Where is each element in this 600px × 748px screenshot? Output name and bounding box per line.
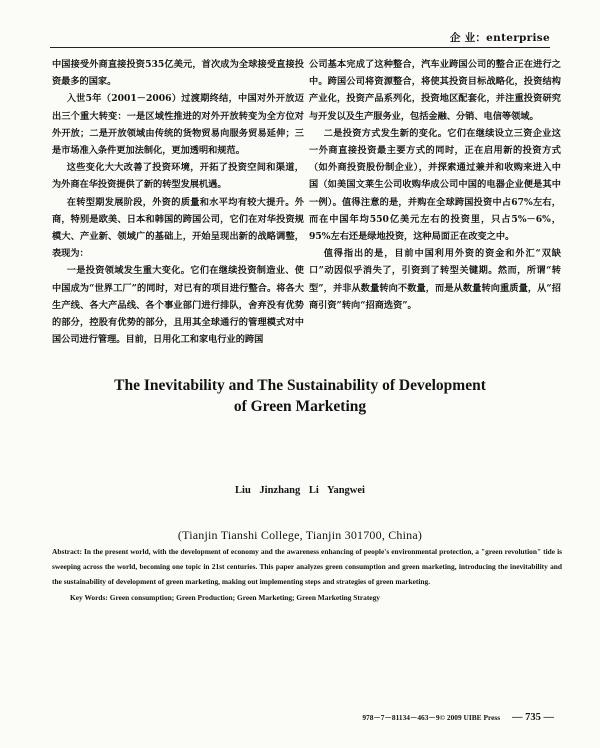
isbn-line: 978－7－81134－463－9© 2009 UIBE Press (362, 713, 501, 722)
title-line-1: The Inevitability and The Sustainability of Development (114, 377, 486, 394)
right-column (309, 56, 561, 314)
paragraph: 入世5年（2001－2006）过渡期终结，中国对外开放迈出三个重大转变：一是区域性推进的对外开放转变为全方位对外开放；二是开放领域由传统的货物贸易向服务贸易延伸；三是市场准入条件更加法制化，更加透明和规范。 (52, 93, 304, 157)
abstract-block (52, 544, 562, 605)
running-header (50, 30, 550, 48)
header-section-label: 企 业：enterprise (449, 32, 550, 44)
paragraph: 在转型期发展阶段，外资的质量和水平均有较大提升。外商，特别是欧美、日本和韩国的跨国公司，它们在对华投资规模大、产业新、领域广的基础上，开始呈现出新的战略调整，表现为： (52, 196, 304, 260)
left-column (52, 56, 304, 348)
affiliation: (Tianjin Tianshi College, Tianjin 301700, China) (177, 528, 423, 542)
authors: Liu Jinzhang Li Yangwei (235, 485, 365, 496)
paragraph: 值得指出的是，目前中国利用外资的资金和外汇“双缺口”动因似乎消失了，引资到了转型关键期。然而，所谓“转型”，并非从数量转向不数量，而是从数量转向重质量，从“招商引资”转向“招商选资”。 (309, 248, 561, 311)
paragraph: 公司基本完成了这种整合，汽车业跨国公司的整合正在进行之中。跨国公司将资源整合，将使其投资目标战略化，投资结构产业化，投资产品系列化，投资地区配套化，并注重投资研究与开发以及生产服务业，包括金融、分销、电信等领域。 (309, 59, 561, 122)
page-number: — 735 — (512, 712, 554, 723)
title-line-2: of Green Marketing (233, 398, 367, 415)
article-title (40, 375, 560, 417)
abstract-text: Abstract: In the present world, with the development of economy and the awareness enhancing of people's environmental protection, a "green revolution" tide is sweeping across the world, becoming one topic in 21st centuries. This paper analyzes green consumption and green marketing, introducing the inevitability and the sustainability of development of green marketing, making out implementing steps and strategies of green marketing. (52, 547, 562, 587)
page-footer (362, 712, 554, 723)
paragraph: 这些变化大大改善了投资环境，开拓了投资空间和渠道，为外商在华投资提供了新的转型发展机遇。 (52, 162, 304, 191)
paragraph: 一是投资领域发生重大变化。它们在继续投资制造业、使中国成为“世界工厂”的同时，对已有的项目进行整合。将各大生产线、各大产品线、各个事业部门进行排队，舍弃没有优势的部分，控股有优势的部分，且用其全球通行的管理模式对中国公司进行管理。目前，日用化工和家电行业的跨国 (52, 265, 304, 346)
keywords: Key Words: Green consumption; Green Production; Green Marketing; Green Marketing Strategy (70, 592, 380, 602)
paragraph: 二是投资方式发生新的变化。它们在继续设立三资企业这一外商直接投资最主要方式的同时，正在启用新的投资方式（如外商投资股份制企业），并探索通过兼并和收购来进入中国（如美国文莱生公司收购华成公司中国的电器企业便是其中一例）。值得注意的是，并购在全球跨国投资中占67%左右，而在中国年均550亿美元左右的投资里，只占5%－6%，95%左右还是绿地投资，这种局面正在改变之中。 (309, 127, 561, 243)
paragraph: 中国接受外商直接投资535亿美元，首次成为全球接受直接投资最多的国家。 (52, 59, 304, 88)
